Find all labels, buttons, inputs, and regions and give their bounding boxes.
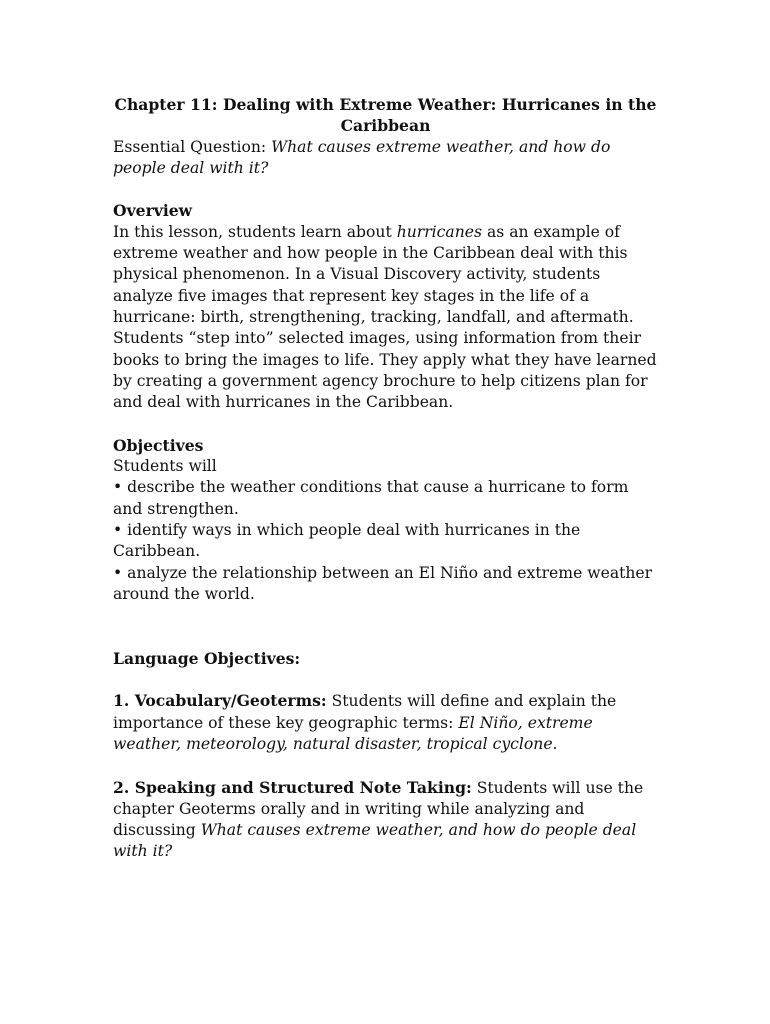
objectives-intro: Students will — [113, 457, 217, 476]
language-objective-item — [113, 777, 658, 863]
spacer — [113, 179, 658, 200]
objective-item: • analyze the relationship between an El Niño and extreme weather around the world. — [113, 563, 653, 603]
spacer — [113, 413, 658, 434]
language-objective-terms: El Niño, extreme weather, meteorology, natural disaster, tropical cyclone. — [113, 713, 593, 753]
overview-text-part: as an example of extreme weather and how people in the Caribbean deal with this physical phenomenon. In a Visual Discovery activity, students analyze five images that represent key stages in the life of a hurricane: birth, strengthening, tracking, landfall, and aftermath. Students “step into” selected images, using information from their books to bring the images to life. They apply what they have learned by creating a government agency brochure to help citizens plan for and deal with hurricanes in the Caribbean. — [113, 222, 657, 412]
overview-emphasis: hurricanes — [396, 222, 482, 241]
overview-text-part: In this lesson, students learn about — [113, 222, 397, 241]
objective-item: • describe the weather conditions that cause a hurricane to form and strengthen. — [113, 478, 629, 518]
essential-question — [113, 137, 658, 180]
document-page — [113, 94, 658, 863]
language-objective-label: 2. Speaking and Structured Note Taking: — [113, 777, 472, 797]
spacer — [113, 605, 658, 648]
spacer — [113, 755, 658, 776]
language-objectives-heading: Language Objectives: — [113, 648, 301, 668]
essential-question-label: Essential Question: — [113, 137, 272, 156]
essential-question-text: What causes extreme weather, and how do people deal with it? — [113, 137, 611, 177]
language-objective-text: Students will use the chapter Geoterms orally and in writing while analyzing and discussing — [113, 778, 644, 840]
language-objective-item — [113, 690, 658, 755]
objectives-heading: Objectives — [113, 435, 204, 455]
chapter-title: Chapter 11: Dealing with Extreme Weather: Hurricanes in the Caribbean — [114, 95, 657, 136]
objective-item: • identify ways in which people deal with hurricanes in the Caribbean. — [113, 520, 581, 561]
language-objective-question: What causes extreme weather, and how do people deal with it? — [113, 821, 637, 861]
language-objective-text: Students will define and explain the importance of these key geographic terms: — [113, 692, 617, 732]
overview-text — [113, 222, 658, 414]
spacer — [113, 669, 658, 690]
overview-heading: Overview — [113, 201, 193, 221]
language-objective-label: 1. Vocabulary/Geoterms: — [113, 691, 327, 711]
